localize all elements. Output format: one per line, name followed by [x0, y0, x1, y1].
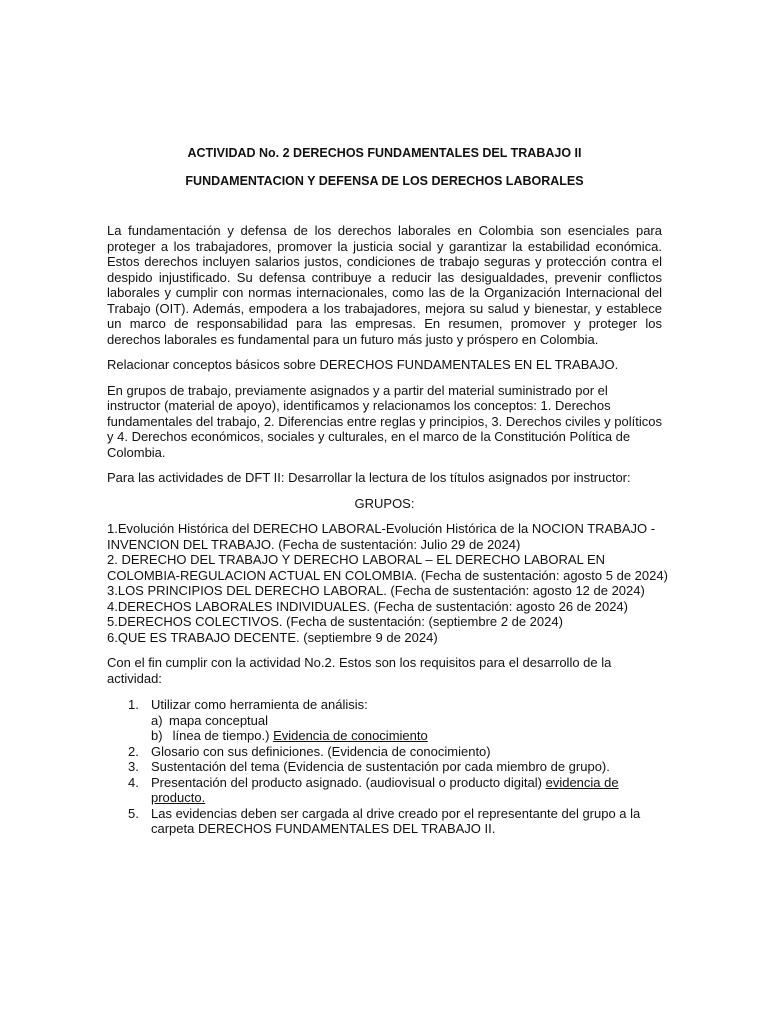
requirement-item	[107, 775, 662, 806]
activity-subtitle: FUNDAMENTACION Y DEFENSA DE LOS DERECHOS LABORALES	[185, 173, 584, 188]
requirement-number: 5.	[128, 805, 139, 821]
work-groups-paragraph: En grupos de trabajo, previamente asignados y a partir del material suministrado por el instructor (material de apoyo), identificamos y relacionamos los conceptos: 1. Derechos fundamentales del trabajo, 2. Diferencias entre reglas y principios, 3. Derechos civiles y políticos y 4. Derechos económicos, sociales y culturales, en el marco de la Constitución Política de Colombia.	[107, 382, 662, 460]
requirement-item	[107, 806, 662, 837]
group-line: 5.DERECHOS COLECTIVOS. (Fecha de sustentación: (septiembre 2 de 2024)	[107, 614, 563, 629]
group-line: 6.QUE ES TRABAJO DECENTE. (septiembre 9 de 2024)	[107, 629, 438, 645]
requirement-item	[107, 759, 662, 775]
evidence-product-link[interactable]: evidencia de producto.	[151, 774, 619, 805]
requirement-text: Las evidencias deben ser cargada al drive creado por el representante del grupo a la carpeta DERECHOS FUNDAMENTALES DEL TRABAJO II.	[151, 805, 641, 836]
groups-list	[107, 521, 668, 645]
group-line: 2. DERECHO DEL TRABAJO Y DERECHO LABORAL – EL DERECHO LABORAL EN	[107, 552, 606, 567]
sub-item-text: mapa conceptual	[169, 712, 269, 728]
sub-item	[151, 713, 662, 729]
intro-paragraph: La fundamentación y defensa de los derechos laborales en Colombia son esenciales para proteger a los trabajadores, promover la justicia social y garantizar la estabilidad económica. Estos derechos incluyen salarios justos, condiciones de trabajo seguras y protección contra el despido injustificado. Su defensa contribuye a reducir las desigualdades, prevenir conflictos laborales y cumplir con normas internacionales, como las de la Organización Internacional del Trabajo (OIT). Además, empodera a los trabajadores, mejora su salud y bienestar, y establece un marco de responsabilidad para las empresas. En resumen, promover y proteger los derechos laborales es fundamental para un futuro más justo y próspero en Colombia.	[107, 223, 662, 347]
requirement-number: 1.	[128, 697, 139, 712]
evidence-knowledge-link[interactable]: Evidencia de conocimiento	[273, 728, 428, 743]
analysis-tools-list	[151, 713, 662, 744]
groups-heading: GRUPOS:	[354, 495, 415, 511]
group-line: COLOMBIA-REGULACION ACTUAL EN COLOMBIA. (Fecha de sustentación: agosto 5 de 2024)	[107, 567, 668, 583]
dft-paragraph: Para las actividades de DFT II: Desarrollar la lectura de los títulos asignados por instructor:	[107, 470, 631, 485]
group-line: INVENCION DEL TRABAJO. (Fecha de sustentación: Julio 29 de 2024)	[107, 536, 521, 552]
sub-item-text: línea de tiempo.)	[169, 728, 274, 743]
group-line: 3.LOS PRINCIPIOS DEL DERECHO LABORAL. (Fecha de sustentación: agosto 12 de 2024)	[107, 583, 645, 598]
requirements-intro: Con el fin cumplir con la actividad No.2. Estos son los requisitos para el desarrollo de la actividad:	[107, 655, 612, 686]
group-line: 4.DERECHOS LABORALES INDIVIDUALES. (Fecha de sustentación: agosto 26 de 2024)	[107, 598, 628, 614]
sub-item	[151, 728, 662, 744]
relate-paragraph: Relacionar conceptos básicos sobre DERECHOS FUNDAMENTALES EN EL TRABAJO.	[107, 357, 619, 372]
requirement-text: Glosario con sus definiciones. (Evidencia de conocimiento)	[151, 743, 491, 759]
requirement-number: 3.	[128, 759, 139, 774]
requirements-list	[107, 697, 662, 837]
sub-item-marker: b)	[151, 728, 163, 743]
activity-title: ACTIVIDAD No. 2 DERECHOS FUNDAMENTALES DEL TRABAJO II	[187, 146, 582, 160]
document-content	[107, 140, 668, 837]
requirement-number: 2.	[128, 743, 139, 759]
requirement-text: Utilizar como herramienta de análisis:	[151, 697, 368, 712]
requirement-number: 4.	[128, 774, 139, 790]
requirement-text: Presentación del producto asignado. (audiovisual o producto digital)	[151, 774, 546, 790]
requirement-text: Sustentación del tema (Evidencia de sustentación por cada miembro de grupo).	[151, 759, 610, 774]
requirement-item	[107, 697, 662, 744]
requirement-item	[107, 744, 662, 760]
group-line: 1.Evolución Histórica del DERECHO LABORAL-Evolución Histórica de la NOCION TRABAJO -	[107, 521, 656, 536]
sub-item-marker: a)	[151, 712, 163, 728]
